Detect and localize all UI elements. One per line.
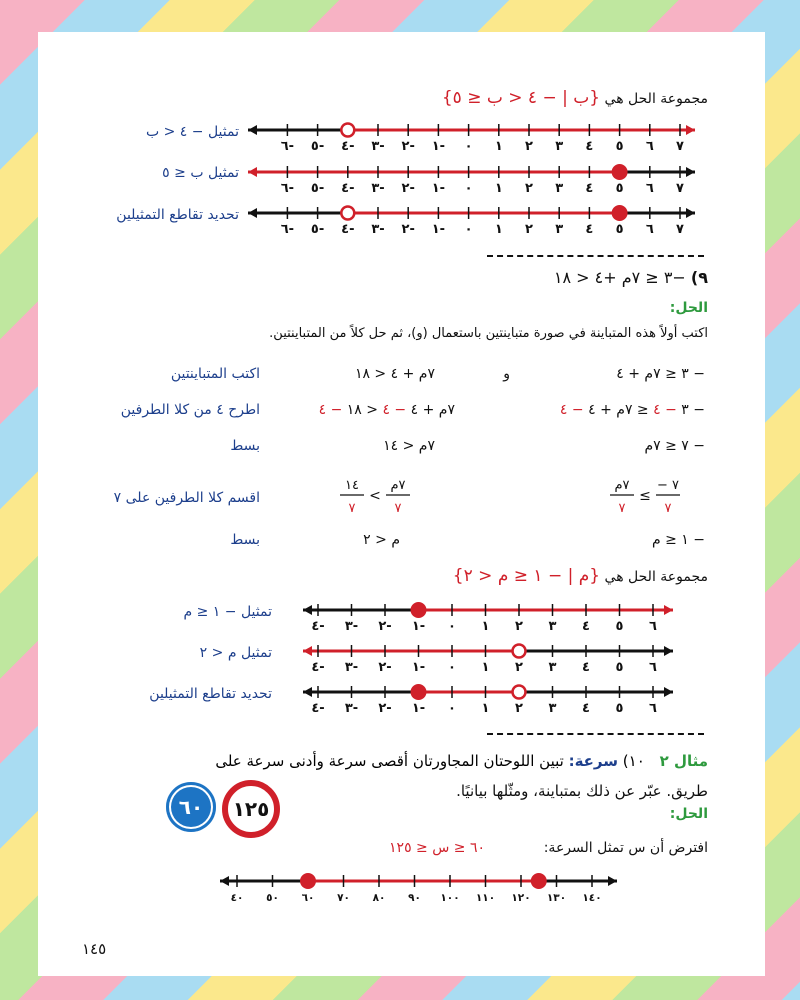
nl1-line3-tick-label: ٣: [555, 222, 564, 236]
nl2-line2-tick-label: ٦: [649, 660, 657, 675]
step-4-desc: اقسم كلا الطرفين على ٧: [113, 490, 260, 506]
solution-label-10: الحل:: [669, 806, 708, 822]
nl2-line2-tick-label: ٣: [548, 660, 557, 675]
nl2-line2-tick-label: ٣-: [344, 660, 359, 675]
nl1-line2-tick-label: ٥: [615, 181, 624, 196]
nl1-line2-tick-label: ٢-: [401, 181, 415, 196]
nl1-line2-tick-label: ٦-: [280, 181, 295, 196]
step-1-conj: و: [503, 366, 510, 382]
nl1-line1-tick-label: ٢: [525, 139, 533, 154]
step-4-left-fractions: [600, 472, 690, 520]
nl2-label-3: تحديد تقاطع التمثيلين: [149, 686, 272, 702]
nl1-line3-arrow-right: [686, 208, 695, 218]
nl3-arrow-right: [608, 876, 617, 886]
nl2-line2-tick-label: ٠: [448, 660, 456, 675]
nl1-line3-tick-label: ١-: [431, 222, 446, 236]
nl3-tick-label: ١٢٠: [511, 892, 531, 904]
nl2-label-2: تمثيل م < ٢: [199, 645, 272, 661]
svg-text:١٤: ١٤: [345, 478, 359, 493]
intro-text: اكتب أولاً هذه المتباينة في صورة متباينتين باستعمال (و)، ثم حل كلاً من المتباينتين.: [269, 326, 708, 341]
nl3-tick-label: ١٤٠: [582, 892, 602, 904]
step-2-left: − ٣ − ٤ ≤ ٧م + ٤ − ٤: [559, 402, 705, 418]
nl1-line1-tick-label: ٦-: [280, 139, 295, 154]
nl1-line1-tick-label: ٧: [676, 139, 684, 154]
speed-inequality: ٦٠ ≤ س ≤ ١٢٥: [389, 840, 485, 856]
step-3-right: ٧م < ١٤: [383, 438, 435, 454]
nl1-line1-tick-label: ٥: [615, 139, 624, 154]
nl1-line2-arrow-right: [686, 167, 695, 177]
nl1-line3-tick-label: ٢: [525, 222, 533, 236]
nl1-line2-tick-label: ٥-: [310, 181, 325, 196]
number-line-speed: [215, 866, 625, 916]
solution-label-9: الحل:: [669, 300, 708, 316]
nl1-line2-tick-label: ٢: [525, 181, 533, 196]
nl2-line1-tick-label: ٦: [649, 619, 657, 634]
nl3-arrow-left: [220, 876, 229, 886]
nl2-label-1: تمثيل − ١ ≤ م: [183, 604, 272, 620]
number-lines-group-1: [240, 116, 710, 236]
nl2-line1-arrow-left: [303, 605, 312, 615]
nl2-line3-tick-label: ٤: [582, 701, 590, 716]
nl2-line3-closed-dot: [411, 684, 427, 700]
nl3-tick-label: ٥٠: [266, 892, 279, 904]
nl1-line3-open-dot: [341, 207, 354, 220]
nl1-line2-tick-label: ٦: [645, 181, 654, 196]
nl2-line2-tick-label: ١-: [411, 660, 426, 675]
step-5-left: − ١ ≤ م: [651, 532, 705, 548]
nl1-line2-tick-label: ٤-: [341, 181, 355, 196]
solution-set-line-1: مجموعة الحل هي {ب | − ٤ < ب ≤ ٥}: [441, 88, 708, 108]
nl2-line1-tick-label: ١-: [411, 619, 426, 634]
nl1-line2-tick-label: ٣-: [371, 181, 385, 196]
nl3-tick-label: ٧٠: [337, 892, 350, 904]
example-10-line2: طريق. عبّر عن ذلك بمتباينة، ومثّلها بيانيًا.: [456, 782, 708, 800]
nl2-line3-tick-label: ٦: [649, 701, 657, 716]
nl3-tick-label: ٦٠: [301, 892, 315, 904]
divider-1: [487, 255, 704, 257]
nl2-line3-tick-label: ٣-: [344, 701, 359, 716]
nl2-line1-tick-label: ١: [481, 619, 490, 634]
nl1-label-3: تحديد تقاطع التمثيلين: [116, 207, 239, 223]
nl2-line2-tick-label: ١: [481, 660, 490, 675]
nl3-tick-label: ٤٠: [230, 892, 244, 904]
nl2-line3-open-dot: [513, 686, 526, 699]
speed-sign-max: ١٢٥: [222, 780, 280, 838]
nl3-closed-dot: [531, 873, 547, 889]
example-tag: مثال ٢: [659, 752, 708, 770]
solution-set-1: {ب | − ٤ < ب ≤ ٥}: [441, 88, 601, 108]
nl1-line3-tick-label: ٣-: [371, 222, 385, 236]
nl1-line3-tick-label: ٧: [676, 222, 684, 236]
nl3-tick-label: ٨٠: [372, 892, 386, 904]
speed-sign-min: ٦٠: [166, 782, 216, 832]
nl1-line2-tick-label: ٧: [676, 181, 684, 196]
svg-text:٧: ٧: [348, 501, 356, 516]
nl1-line3-tick-label: ١: [494, 222, 503, 236]
nl2-line2-arrow-right: [664, 646, 673, 656]
step-5-right: م < ٢: [363, 532, 400, 548]
step-3-desc: بسط: [230, 438, 260, 454]
nl2-line2-tick-label: ٢-: [378, 660, 392, 675]
nl2-line1-tick-label: ٣: [548, 619, 557, 634]
step-1-right: ٧م + ٤ < ١٨: [354, 366, 435, 382]
nl1-line1-tick-label: ١: [494, 139, 503, 154]
nl2-line3-tick-label: ١-: [411, 701, 426, 716]
nl1-line2-tick-label: ٣: [555, 181, 564, 196]
svg-text:٧م: ٧م: [614, 478, 630, 493]
nl1-line3-closed-dot: [612, 205, 628, 221]
solution-set-line-2: مجموعة الحل هي {م | − ١ ≤ م < ٢}: [452, 566, 708, 586]
step-5-desc: بسط: [230, 532, 260, 548]
nl1-line3-tick-label: ٥-: [310, 222, 325, 236]
assume-text: افترض أن س تمثل السرعة:: [543, 840, 708, 856]
nl2-line3-tick-label: ٢-: [378, 701, 392, 716]
nl3-tick-label: ٩٠: [408, 892, 421, 904]
nl2-line3-tick-label: ١: [481, 701, 490, 716]
nl1-line1-open-dot: [341, 124, 354, 137]
nl3-tick-label: ١٠٠: [440, 892, 460, 904]
step-3-left: − ٧ ≤ ٧م: [644, 438, 705, 454]
nl1-line1-tick-label: ٣-: [371, 139, 385, 154]
nl3-closed-dot: [300, 873, 316, 889]
nl1-line2-tick-label: ٤: [585, 181, 594, 196]
step-1-left: − ٣ ≤ ٧م + ٤: [616, 366, 705, 382]
step-2-desc: اطرح ٤ من كلا الطرفين: [120, 402, 260, 418]
nl1-line1-tick-label: ٤-: [341, 139, 355, 154]
nl1-line2-tick-label: ٠: [464, 181, 473, 196]
nl1-line1-tick-label: ٠: [464, 139, 473, 154]
nl1-line3-arrow-left: [248, 208, 257, 218]
nl3-tick-label: ١١٠: [475, 892, 496, 904]
nl1-line1-tick-label: ٦: [645, 139, 654, 154]
number-lines-group-2: [295, 596, 685, 726]
svg-text:≤: ≤: [639, 488, 651, 504]
step-2-right: ٧م + ٤ − ٤ < ١٨ − ٤: [318, 402, 455, 418]
nl2-line3-tick-label: ٥: [615, 701, 624, 716]
nl2-line3-tick-label: ٠: [448, 701, 456, 716]
nl1-line3-tick-label: ٤: [585, 222, 594, 236]
nl1-line3-tick-label: ٦-: [280, 222, 295, 236]
nl2-line1-tick-label: ٥: [615, 619, 624, 634]
nl1-line2-tick-label: ١-: [431, 181, 446, 196]
nl2-line2-tick-label: ٢: [515, 660, 523, 675]
page-number: ١٤٥: [82, 940, 107, 958]
nl1-line1-tick-label: ٣: [555, 139, 564, 154]
nl2-line3-tick-label: ٣: [548, 701, 557, 716]
nl1-line2-closed-dot: [612, 164, 628, 180]
nl1-line1-tick-label: ١-: [431, 139, 446, 154]
solution-set-2: {م | − ١ ≤ م < ٢}: [452, 566, 601, 586]
svg-text:− ٧: − ٧: [656, 478, 680, 493]
nl1-line1-arrow-left: [248, 125, 257, 135]
nl2-line2-tick-label: ٤-: [311, 660, 325, 675]
nl1-line3-tick-label: ٢-: [401, 222, 415, 236]
nl1-line3-tick-label: ٤-: [341, 222, 355, 236]
question-9: ٩) −٣ ≤ ٧م +٤ < ١٨: [553, 268, 708, 287]
nl2-line1-closed-dot: [411, 602, 427, 618]
nl2-line1-tick-label: ٤-: [311, 619, 325, 634]
nl1-line3-tick-label: ٠: [464, 222, 473, 236]
nl1-line1-tick-label: ٤: [585, 139, 594, 154]
nl2-line1-tick-label: ٠: [448, 619, 456, 634]
nl2-line1-tick-label: ٢-: [378, 619, 392, 634]
step-4-right-fractions: [330, 472, 420, 520]
nl2-line3-arrow-left: [303, 687, 312, 697]
nl2-line3-tick-label: ٤-: [311, 701, 325, 716]
svg-text:<: <: [369, 488, 381, 504]
nl2-line1-tick-label: ٢: [515, 619, 523, 634]
step-1-desc: اكتب المتباينتين: [170, 366, 260, 382]
nl2-line2-open-dot: [513, 645, 526, 658]
nl2-line2-tick-label: ٤: [582, 660, 590, 675]
nl1-label-1: تمثيل − ٤ < ب: [145, 124, 239, 140]
svg-text:٧م: ٧م: [390, 478, 406, 493]
divider-2: [487, 733, 704, 735]
nl1-line3-tick-label: ٥: [615, 222, 624, 236]
example-10-header: مثال ٢ ١٠) سرعة: تبين اللوحتان المجاورتان أقصى سرعة وأدنى سرعة على: [215, 752, 708, 770]
nl1-label-2: تمثيل ب ≤ ٥: [162, 165, 239, 181]
nl2-line1-tick-label: ٣-: [344, 619, 359, 634]
nl2-line2-tick-label: ٥: [615, 660, 624, 675]
nl2-line3-arrow-right: [664, 687, 673, 697]
nl1-line1-tick-label: ٢-: [401, 139, 415, 154]
nl1-line3-tick-label: ٦: [645, 222, 654, 236]
svg-text:٧: ٧: [394, 501, 402, 516]
svg-text:٧: ٧: [664, 501, 672, 516]
nl1-line1-tick-label: ٥-: [310, 139, 325, 154]
nl2-line3-tick-label: ٢: [515, 701, 523, 716]
nl1-line2-tick-label: ١: [494, 181, 503, 196]
svg-text:٧: ٧: [618, 501, 626, 516]
nl3-tick-label: ١٣٠: [546, 892, 567, 904]
nl2-line1-tick-label: ٤: [582, 619, 590, 634]
